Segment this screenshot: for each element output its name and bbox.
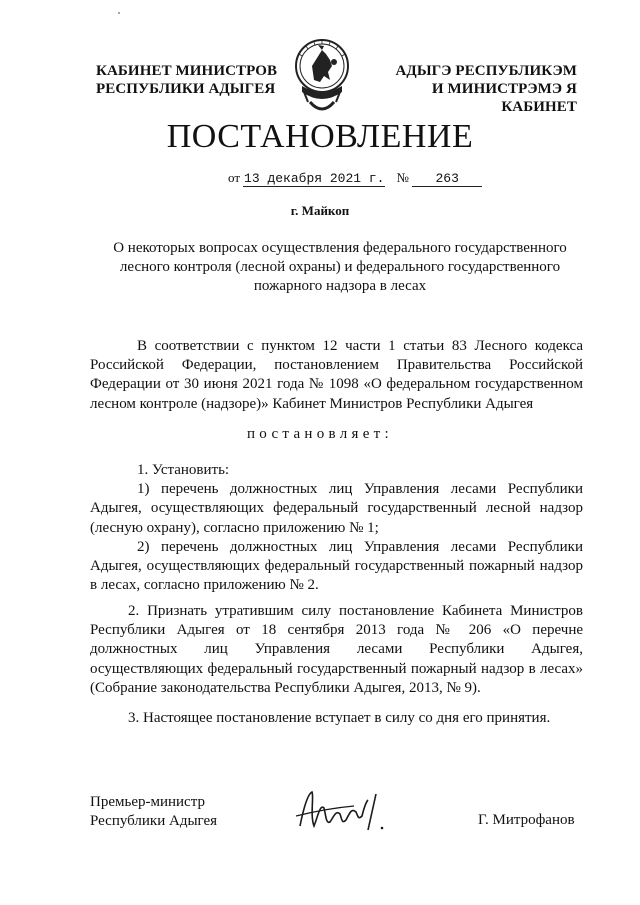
item-1-subitem-1: 1) перечень должностных лиц Управления лесами Республики Адыгея, осуществляющих федеральный государственный лесной надзор (лесную охрану), согласно приложению № 1; [90,481,583,536]
issuer-adyghe-line-1: АДЫГЭ РЕСПУБЛИКЭМ [395,63,577,79]
issuer-line-2: РЕСПУБЛИКИ АДЫГЕЯ [96,81,276,97]
subject-line-2: лесного контроля (лесной охраны) и федерального государственного [119,259,561,275]
item-2: 2. Признать утратившим силу постановление Кабинета Министров Республики Адыгея от 18 сентября 2013 года № 206 «О перечне должностных лиц Управления лесами Республики Адыгея, осуществляющих федеральный государственный пожарный надзор в лесах» (Собрание законодательства Республики Адыгея, 2013, № 9). [90,603,583,696]
preamble-paragraph: В соответствии с пунктом 12 части 1 статьи 83 Лесного кодекса Российской Федерации, постановлением Правительства Российской Федерации от 30 июня 2021 года № 1098 «О федеральном государственном лесном контроле (надзоре)» Кабинет Министров Республики Адыгея [90,338,583,412]
date-prefix: от [228,170,241,185]
number-sign: № [396,170,409,185]
subject-line-1: О некоторых вопросах осуществления федерального государственного [113,240,567,256]
document-date: 13 декабря 2021 г. [244,171,385,186]
item-1-subitem-2: 2) перечень должностных лиц Управления лесами Республики Адыгея, осуществляющих федеральный государственный пожарный надзор в лесах, согласно приложению № 2. [90,538,583,594]
signatory-name: Г. Митрофанов [478,812,575,828]
document-subject [100,239,580,296]
item-1 [90,461,583,595]
handwritten-signature-icon [292,786,402,836]
issuer-line-1: КАБИНЕТ МИНИСТРОВ [96,63,278,79]
signatory-position [90,793,217,831]
document-number: 263 [412,171,482,187]
issuer-adyghe-line-2: И МИНИСТРЭМЭ Я КАБИНЕТ [431,81,577,115]
item-1-heading: 1. Установить: [137,462,230,478]
coat-of-arms-icon [284,36,360,120]
date-number-line [228,170,482,187]
subject-line-3: пожарного надзора в лесах [253,278,427,294]
item-3: 3. Настоящее постановление вступает в силу со дня его принятия. [128,710,551,726]
issuer-name-adyghe [372,62,577,116]
resolves-word: постановляет: [246,426,394,442]
document-title: ПОСТАНОВЛЕНИЕ [166,118,474,155]
scan-speck [118,12,120,14]
issuer-name-russian [96,62,277,98]
signatory-position-line-1: Премьер-министр [90,794,205,810]
signatory-position-line-2: Республики Адыгея [90,813,218,829]
city-of-issue: г. Майкоп [290,203,350,218]
